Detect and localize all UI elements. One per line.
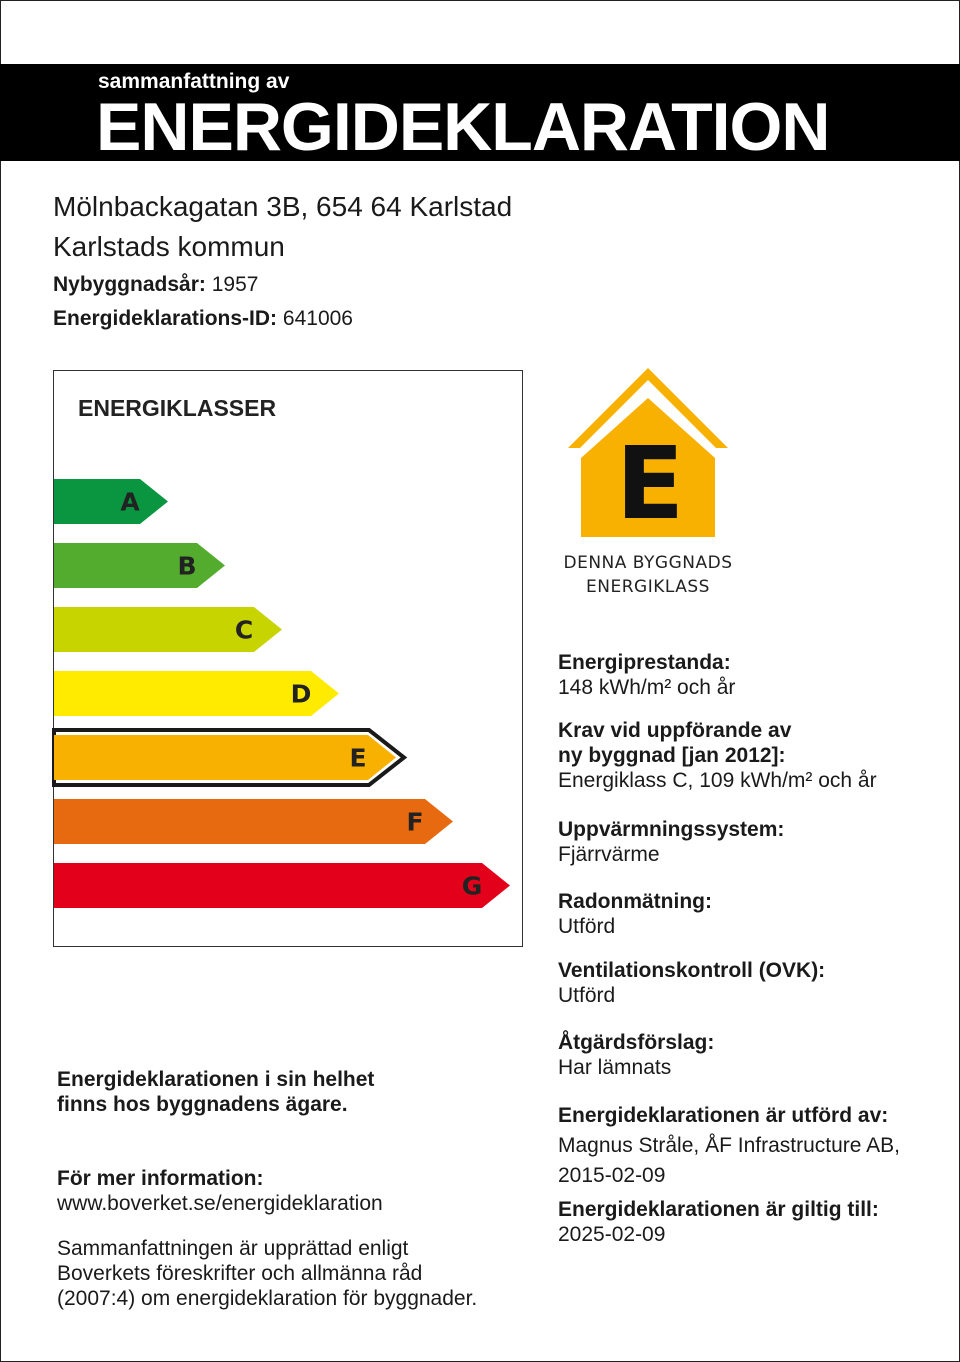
energy-performance-label: Energiprestanda: bbox=[558, 651, 731, 674]
energy-class-band-b bbox=[54, 543, 225, 588]
energy-class-letter: B bbox=[177, 551, 197, 581]
energy-class-letter: C bbox=[234, 615, 254, 645]
performed-date-value: 2015-02-09 bbox=[558, 1164, 666, 1187]
energy-class-arrow bbox=[54, 735, 396, 780]
regulation-note-line-3: (2007:4) om energideklaration för byggnader. bbox=[57, 1287, 478, 1310]
performed-by-value: Magnus Stråle, ÅF Infrastructure AB, bbox=[558, 1134, 900, 1157]
owner-note bbox=[57, 1067, 374, 1117]
energy-class-letter: A bbox=[120, 487, 140, 517]
energy-classes-title: ENERGIKLASSER bbox=[78, 395, 277, 421]
ventilation-label: Ventilationskontroll (OVK): bbox=[558, 959, 826, 982]
valid-until-label: Energideklarationen är giltig till: bbox=[558, 1198, 879, 1221]
energy-class-letter: E bbox=[349, 743, 367, 773]
energy-class-band-c bbox=[54, 607, 282, 652]
energy-class-band-f bbox=[54, 799, 453, 844]
energy-class-band-e bbox=[54, 730, 404, 785]
building-class-caption-line-2: ENERGIKLASS bbox=[586, 577, 710, 597]
requirement-label-line-1: Krav vid uppförande av bbox=[558, 719, 792, 742]
energy-performance-value: 148 kWh/m² och år bbox=[558, 676, 736, 699]
ventilation-block bbox=[558, 958, 825, 1008]
header-title: ENERGIDEKLARATION bbox=[96, 89, 830, 165]
declaration-id-label: Energideklarations-ID: bbox=[53, 307, 278, 330]
ventilation-value: Utförd bbox=[558, 984, 616, 1007]
energy-performance-block bbox=[558, 650, 735, 700]
performed-by-block bbox=[558, 1101, 900, 1191]
owner-note-line-2: finns hos byggnadens ägare. bbox=[57, 1093, 348, 1116]
more-info-label: För mer information: bbox=[57, 1167, 264, 1190]
radon-value: Utförd bbox=[558, 915, 616, 938]
energy-class-band-g bbox=[54, 863, 510, 908]
energy-class-band-d bbox=[54, 671, 339, 716]
build-year-value: 1957 bbox=[211, 273, 259, 296]
radon-label: Radonmätning: bbox=[558, 890, 712, 913]
building-class-caption-line-1: DENNA BYGGNADS bbox=[563, 553, 733, 573]
building-class-caption bbox=[558, 551, 738, 599]
energy-class-band-a bbox=[54, 479, 168, 524]
measures-value: Har lämnats bbox=[558, 1056, 672, 1079]
heating-system-value: Fjärrvärme bbox=[558, 843, 660, 866]
build-year-label: Nybyggnadsår: bbox=[53, 273, 206, 296]
heating-system-label: Uppvärmningssystem: bbox=[558, 818, 785, 841]
energy-class-arrow bbox=[54, 543, 225, 588]
address-line-1: Mölnbackagatan 3B, 654 64 Karlstad bbox=[53, 191, 513, 222]
regulation-note bbox=[57, 1236, 477, 1311]
regulation-note-line-1: Sammanfattningen är upprättad enligt bbox=[57, 1237, 409, 1260]
more-info-block bbox=[57, 1166, 383, 1216]
valid-until-value: 2025-02-09 bbox=[558, 1223, 666, 1246]
energy-class-arrow bbox=[54, 799, 453, 844]
measures-label: Åtgärdsförslag: bbox=[558, 1031, 715, 1054]
energy-class-letter: D bbox=[290, 679, 312, 709]
heating-system-block bbox=[558, 817, 784, 867]
declaration-id-value: 641006 bbox=[282, 307, 353, 330]
energy-class-letter: F bbox=[406, 807, 424, 837]
header-subtitle: sammanfattning av bbox=[98, 70, 290, 93]
performed-by-label: Energideklarationen är utförd av: bbox=[558, 1104, 889, 1127]
requirement-value: Energiklass C, 109 kWh/m² och år bbox=[558, 769, 877, 792]
radon-block bbox=[558, 889, 712, 939]
valid-until-block bbox=[558, 1197, 879, 1247]
more-info-url[interactable]: www.boverket.se/energideklaration bbox=[57, 1192, 383, 1215]
regulation-note-line-2: Boverkets föreskrifter och allmänna råd bbox=[57, 1262, 423, 1285]
energy-class-arrow bbox=[54, 863, 510, 908]
energy-class-letter: G bbox=[461, 871, 483, 901]
owner-note-line-1: Energideklarationen i sin helhet bbox=[57, 1068, 375, 1091]
building-class-house-icon bbox=[565, 366, 731, 541]
measures-block bbox=[558, 1030, 714, 1080]
building-class-letter: E bbox=[615, 425, 685, 541]
requirement-label-line-2: ny byggnad [jan 2012]: bbox=[558, 744, 786, 767]
energy-class-arrow bbox=[54, 479, 168, 524]
new-building-requirement-block bbox=[558, 718, 877, 793]
address-line-2: Karlstads kommun bbox=[53, 231, 285, 262]
